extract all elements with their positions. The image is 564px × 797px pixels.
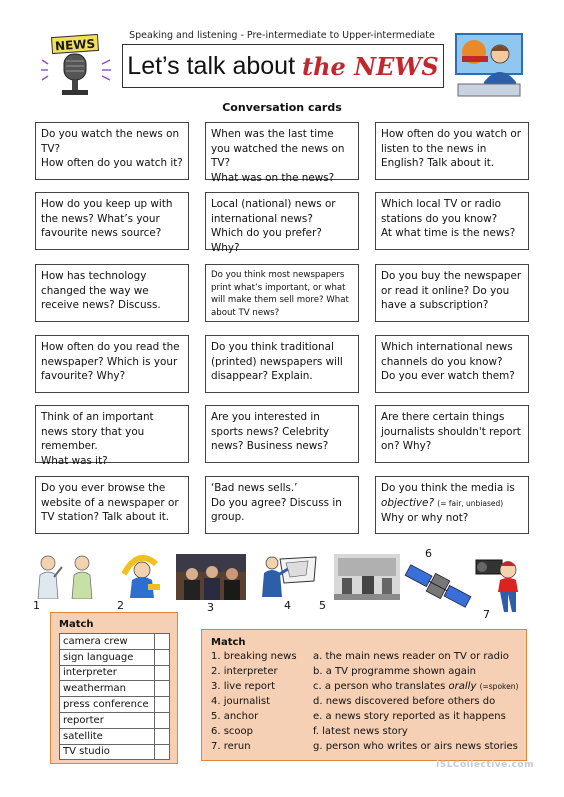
card-text-2: What was on the news? [211,171,335,184]
picture-number: 1 [33,599,40,612]
card-text: Do you ever browse the website of a newspaper or TV station? Talk about it. [41,482,179,523]
match-item: TV studio [60,744,155,760]
card-text-2: At what time is the news? [381,227,516,239]
answer-cell[interactable] [155,634,170,650]
card-text: Local (national) news or international news? [211,198,336,225]
definition-item: d. news discovered before others do [313,696,496,707]
match-table [59,633,170,760]
weatherman-icon [118,548,162,598]
definition-item: g. person who writes or airs news stories [313,741,518,752]
title-box [122,44,444,88]
conversation-card [375,192,529,250]
card-text-2: What was it? [41,454,108,467]
conversation-card [205,405,359,463]
card-text: When was the last time you watched the news on TV? [211,128,345,169]
match-item: press conference [60,697,155,713]
conversation-card [205,192,359,254]
watermark: iSLCollective.com [436,760,534,770]
match-title: Match [211,637,246,648]
match-box-definitions [201,629,527,761]
sign-language-icon [30,553,102,599]
conversation-card [205,335,359,393]
match-box-vocabulary [50,612,178,764]
card-text: How often do you read the newspaper? Which is your favourite? Why? [41,341,180,382]
answer-cell[interactable] [155,697,170,713]
card-text: Which international news channels do you know? [381,341,513,368]
term-item: 5. anchor [211,711,259,722]
conversation-card [205,264,359,322]
conversation-card [35,192,189,250]
press-conference-icon [176,554,246,600]
match-title: Match [59,619,94,630]
conversation-card [205,122,359,184]
answer-cell[interactable] [155,744,170,760]
conversation-card [35,476,189,534]
answer-cell[interactable] [155,712,170,728]
page-subtitle: Speaking and listening - Pre-intermediate to Upper-intermediate [129,30,435,41]
term-item: 4. journalist [211,696,271,707]
card-text: Are there certain things journalists shouldn't report on? Why? [381,411,521,452]
card-text-2: Why or why not? [381,512,469,524]
picture-number: 5 [319,599,326,612]
match-item: satellite [60,728,155,744]
table-row [60,744,170,760]
term-item: 2. interpreter [211,666,278,677]
card-text-2: Do you agree? Discuss in group. [211,496,342,523]
news-microphone-icon [40,34,112,100]
card-note: (= fair, unbiased) [437,498,504,508]
picture-number: 4 [284,599,291,612]
table-row [60,649,170,665]
card-text: Are you interested in sports news? Celebrity news? Business news? [211,411,330,452]
table-row [60,634,170,650]
picture-number: 7 [483,608,490,621]
answer-cell[interactable] [155,665,170,681]
match-item: weatherman [60,681,155,697]
picture-number: 3 [207,601,214,614]
card-text-2: Do you ever watch them? [381,370,515,382]
table-row [60,712,170,728]
definition-item: b. a TV programme shown again [313,666,476,677]
card-text: Do you watch the news on TV? [41,128,180,155]
picture-number: 6 [425,547,432,560]
answer-cell[interactable] [155,681,170,697]
camera-crew-icon [474,552,530,614]
match-item: sign language [60,649,155,665]
match-item: interpreter [60,665,155,681]
card-text: Which local TV or radio stations do you know? [381,198,502,225]
newsreader-icon [454,32,524,98]
conversation-card [205,476,359,534]
card-text-2: Which do you prefer? Why? [211,227,322,254]
conversation-card [375,335,529,393]
term-item: 7. rerun [211,741,251,752]
card-text: Do you think most newspapers print what’s important, or what will make them sell more? What about TV news? [211,270,349,318]
conversation-card [35,405,189,467]
svg-text:NEWS: NEWS [54,36,96,54]
conversation-card [375,476,529,534]
satellite-icon [402,560,474,612]
tv-studio-icon [334,554,400,600]
title-main: Let’s talk about [127,51,296,80]
match-item: camera crew [60,634,155,650]
table-row [60,697,170,713]
answer-cell[interactable] [155,649,170,665]
title-accent: the NEWS [302,51,439,81]
conversation-card [35,335,189,393]
card-text: ‘Bad news sells.’ [211,482,298,494]
definition-item: a. the main news reader on TV or radio [313,651,509,662]
card-text: Do you think traditional (printed) newspapers will disappear? Explain. [211,341,343,382]
cards-heading: Conversation cards [222,101,342,114]
table-row [60,665,170,681]
term-item: 1. breaking news [211,651,297,662]
card-text: Think of an important news story that you remember. [41,411,154,452]
definition-item: c. a person who translates orally (=spoken) [313,681,519,692]
card-text: How has technology changed the way we receive news? Discuss. [41,270,161,311]
card-text: How do you keep up with the news? What’s your favourite news source? [41,198,173,239]
card-text: Do you think the media is [381,482,515,494]
definition-item: f. latest news story [313,726,408,737]
match-item: reporter [60,712,155,728]
reporter-map-icon [258,551,318,597]
picture-number: 2 [117,599,124,612]
conversation-card [35,122,189,180]
conversation-card [375,405,529,463]
answer-cell[interactable] [155,728,170,744]
definition-item: e. a news story reported as it happens [313,711,506,722]
table-row [60,681,170,697]
conversation-card [375,264,529,322]
card-text: How often do you watch or listen to the news in English? Talk about it. [381,128,521,169]
table-row [60,728,170,744]
conversation-card [375,122,529,180]
term-item: 3. live report [211,681,276,692]
card-italic: objective? [381,496,434,509]
term-item: 6. scoop [211,726,254,737]
card-text-2: How often do you watch it? [41,157,183,169]
conversation-card [35,264,189,322]
card-text: Do you buy the newspaper or read it online? Do you have a subscription? [381,270,522,311]
